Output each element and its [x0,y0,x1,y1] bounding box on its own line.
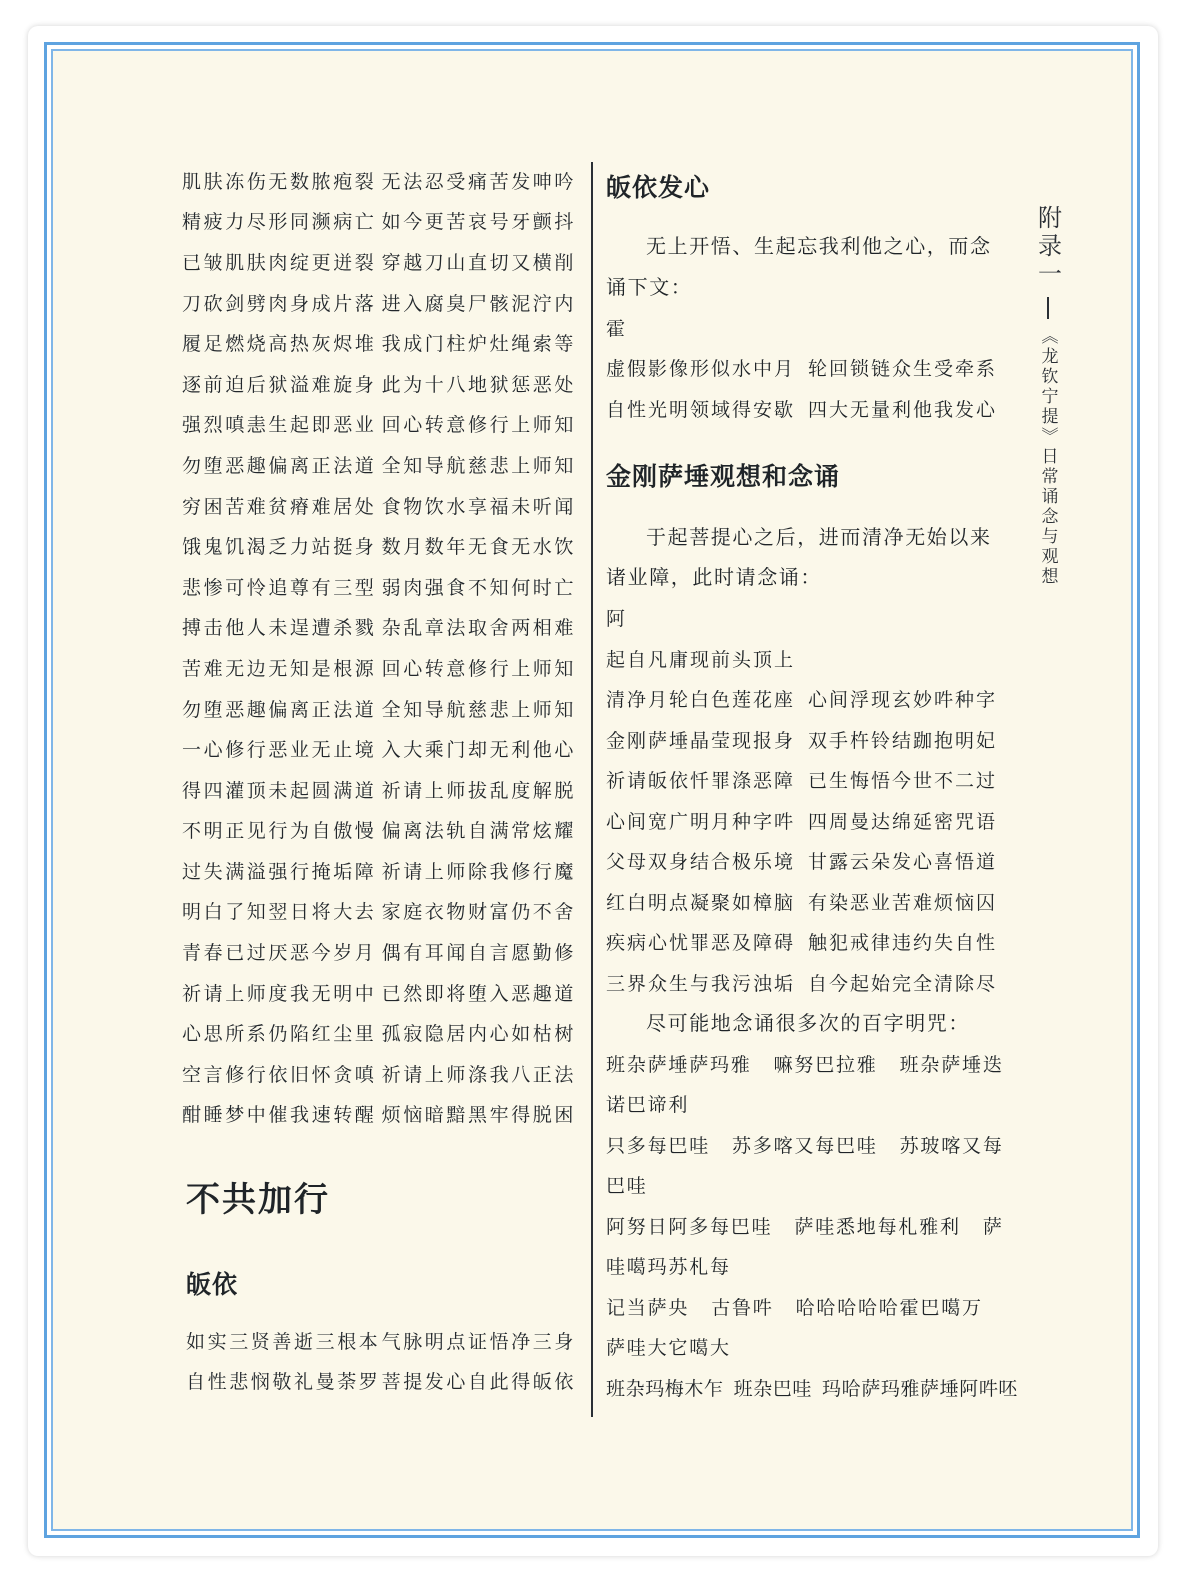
verse-line: 杂乱章法取舍两相难 [381,617,576,640]
mantra-syllables: 班杂巴哇 [733,1377,813,1400]
mantra-syllables: 苏多喀又每巴哇 [732,1134,878,1157]
mantra-syllables: 诺巴谛利 [606,1094,690,1117]
mantra-syllables: 古鲁吽 [711,1296,774,1319]
verse-row [606,800,998,841]
verse-line: 祈请上师拔乱度解脱 [381,779,576,802]
mantra-syllables: 嘛努巴拉雅 [773,1053,878,1076]
mantra-syllables: 萨哇大它噶大 [606,1337,731,1360]
verse-row [182,972,576,1013]
verse-line: 不明正见行为自傲慢 [182,820,377,843]
right-column [606,160,1019,1408]
verse-line: 勿堕恶趣偏离正法道 [182,698,377,721]
mantra-line [606,1165,998,1206]
section-title-bodhicitta: 皈依发心 [606,173,711,202]
verse-row [182,810,576,851]
verse-line: 祈请皈依忏罪涤恶障 [606,770,796,793]
verse-row [606,348,998,389]
verse-row [182,363,576,404]
verse-row [606,841,998,882]
refuge-verse-block [186,1320,576,1401]
subsection-title-refuge: 皈依 [186,1270,239,1299]
verse-line: 一心修行恶业无止境 [182,739,377,762]
verse-line: 四大无量利他我发心 [808,398,998,421]
verse-line: 肌肤冻伤无数脓疱裂 [182,170,377,193]
mantra-syllables: 记当萨央 [606,1296,690,1319]
verse-line: 此为十八地狱惩恶处 [381,373,576,396]
verse-row [186,1361,576,1402]
mantra-line [606,1043,1004,1084]
verse-row [606,881,998,922]
verse-line: 菩提发心自此得皈依 [381,1371,576,1394]
verse-row [182,322,576,363]
column-divider [591,162,593,1417]
verse-line: 履足燃烧高热灰烬堆 [182,333,377,356]
verse-line: 甘露云朵发心喜悟道 [808,851,998,874]
seed-syllable-a: 阿 [606,608,628,631]
verse-line: 逐前迫后狱溢难旋身 [182,373,377,396]
mantra-syllables: 班杂玛梅木乍 [606,1377,724,1400]
verse-line: 祈请上师除我修行魔 [381,860,576,883]
verse-line: 空言修行依旧怀贪嗔 [182,1063,377,1086]
verse-row [182,1053,576,1094]
verse-line: 穿越刀山直切又横削 [381,251,576,274]
verse-row [182,647,576,688]
verse-line: 苦难无边无知是根源 [182,657,377,680]
verse-line: 悲惨可怜追尊有三型 [182,576,377,599]
verse-row [182,241,576,282]
verse-row [186,1320,576,1361]
verse-row [182,404,576,445]
verse-line: 回心转意修行上师知 [381,657,576,680]
verse-line: 红白明点凝聚如樟脑 [606,891,796,914]
verse-line: 家庭衣物财富仍不舍 [381,901,576,924]
verse-line: 我成门柱炉灶绳索等 [381,333,576,356]
verse-line: 已皱肌肤肉绽更迸裂 [182,251,377,274]
verse-line: 精疲力尽形同濒病亡 [182,211,377,234]
mantra-line [606,1124,1004,1165]
bodhicitta-instruction: 无上开悟、生起忘我利他之心，而念诵下文： [606,234,992,299]
verse-line: 心思所系仍陷红尘里 [182,1023,377,1046]
mantra-syllables: 萨 [982,1215,1004,1238]
mantra-line [606,1246,998,1287]
verse-line: 已生悔悟今世不二过 [808,770,998,793]
verse-line: 进入腐臭尸骸泥泞内 [381,292,576,315]
verse-line: 青春已过厌恶今岁月 [182,942,377,965]
verse-line: 金刚萨埵晶莹现报身 [606,729,796,752]
mantra-syllables: 班杂萨埵迭 [899,1053,1004,1076]
verse-row [606,388,998,429]
verse-line: 自性光明领域得安歇 [606,398,796,421]
verse-line: 搏击他人未逞遭杀戮 [182,617,377,640]
verse-row [182,850,576,891]
verse-line: 祈请上师涤我八正法 [381,1063,576,1086]
verse-row [606,760,998,801]
verse-line: 疾病心忧罪恶及障碍 [606,932,796,955]
verse-row [182,282,576,323]
mantra-syllables: 哈哈哈哈哈霍巴噶万 [795,1296,983,1319]
verse-line: 全知导航慈悲上师知 [381,698,576,721]
verse-line: 数月数年无食无水饮 [381,536,576,559]
verse-line: 偶有耳闻自言愿勤修 [381,942,576,965]
verse-line: 虚假影像形似水中月 [606,358,796,381]
verse-line: 明白了知翌日将大去 [182,901,377,924]
verse-line: 食物饮水享福未听闻 [381,495,576,518]
verse-line: 轮回锁链众生受牵系 [808,358,998,381]
verse-row [182,1012,576,1053]
mantra-syllables: 玛哈萨玛雅萨埵阿吽呸 [822,1377,1019,1400]
verse-line: 心间宽广明月种字吽 [606,810,796,833]
verse-line: 勿堕恶趣偏离正法道 [182,454,377,477]
verse-line: 四周曼达绵延密咒语 [808,810,998,833]
verse-line: 偏离法轨自满常炫耀 [381,820,576,843]
verse-line: 双手杵铃结跏抱明妃 [808,729,998,752]
verse-line: 穷困苦难贫瘠难居处 [182,495,377,518]
verse-line: 刀砍剑劈肉身成片落 [182,292,377,315]
running-header [1030,205,1066,587]
mantra-line [606,1205,1004,1246]
verse-row [182,201,576,242]
mantra-syllables: 哇噶玛苏札每 [606,1256,731,1279]
mantra-syllables: 苏玻喀又每 [899,1134,1004,1157]
mantra-line [606,1367,1019,1408]
mantra-line [606,1286,998,1327]
verse-line: 三界众生与我污浊垢 [606,972,796,995]
mantra-syllables: 萨哇悉地每札雅利 [794,1215,961,1238]
verse-row [182,688,576,729]
verse-line: 饿鬼饥渴乏力站挺身 [182,536,377,559]
mantra-syllables: 班杂萨埵萨玛雅 [606,1053,752,1076]
chapter-label: 附录一 [1033,205,1062,289]
vajrasattva-instruction: 于起菩提心之后，进而清净无始以来诸业障，此时请念诵： [606,524,992,589]
verse-row [182,160,576,201]
verse-line: 祈请上师度我无明中 [182,982,377,1005]
verse-line: 入大乘门却无利他心 [381,739,576,762]
verse-line: 强烈嗔恚生起即恶业 [182,414,377,437]
left-verse-column [182,160,576,1134]
verse-line: 触犯戒律违约失自性 [808,932,998,955]
verse-line: 酣睡梦中催我速转醒 [182,1104,377,1127]
verse-line: 孤寂隐居内心如枯树 [381,1023,576,1046]
section-title-bugong: 不共加行 [186,1180,330,1220]
verse-line: 有染恶业苦难烦恼囚 [808,891,998,914]
mantra-syllables: 阿努日阿多每巴哇 [606,1215,773,1238]
verse-row [182,931,576,972]
chapter-title: 《龙钦宁提》日常诵念与观想 [1037,327,1058,587]
header-separator [1047,297,1049,319]
verse-line: 得四灌顶未起圆满道 [182,779,377,802]
mantra-instruction: 尽可能地念诵很多次的百字明咒： [646,1010,970,1035]
verse-row [182,566,576,607]
verse-line: 自性悲悯敬礼曼荼罗 [186,1371,381,1394]
verse-line: 起自凡庸现前头顶上 [606,648,796,671]
verse-line: 弱肉强食不知何时亡 [381,576,576,599]
seed-syllable-hri: 霍 [606,317,628,340]
verse-row [182,891,576,932]
verse-row [182,1094,576,1135]
mantra-line [606,1084,998,1125]
verse-line: 无法忍受痛苦发呻吟 [381,170,576,193]
verse-line: 父母双身结合极乐境 [606,851,796,874]
mantra-syllables: 巴哇 [606,1175,648,1198]
verse-line: 烦恼暗黯黑牢得脱困 [381,1104,576,1127]
verse-line: 回心转意修行上师知 [381,414,576,437]
verse-line: 全知导航慈悲上师知 [381,454,576,477]
verse-line: 自今起始完全清除尽 [808,972,998,995]
mantra-syllables: 只多每巴哇 [606,1134,711,1157]
verse-line: 如今更苦哀号牙颤抖 [381,211,576,234]
verse-row [182,485,576,526]
verse-row [182,728,576,769]
section-title-vajrasattva: 金刚萨埵观想和念诵 [606,461,841,491]
verse-line: 心间浮现玄妙吽种字 [808,689,998,712]
verse-line: 过失满溢强行掩垢障 [182,860,377,883]
verse-line: 如实三贤善逝三根本 [186,1330,381,1353]
verse-row [606,962,998,1003]
verse-row [606,679,998,720]
verse-line: 清净月轮白色莲花座 [606,689,796,712]
verse-row [182,444,576,485]
verse-row [182,525,576,566]
verse-line: 已然即将堕入恶趣道 [381,982,576,1005]
verse-line: 气脉明点证悟净三身 [381,1330,576,1353]
verse-row [182,769,576,810]
verse-row [606,719,998,760]
verse-row [606,922,998,963]
verse-row [182,607,576,648]
mantra-line [606,1327,998,1368]
